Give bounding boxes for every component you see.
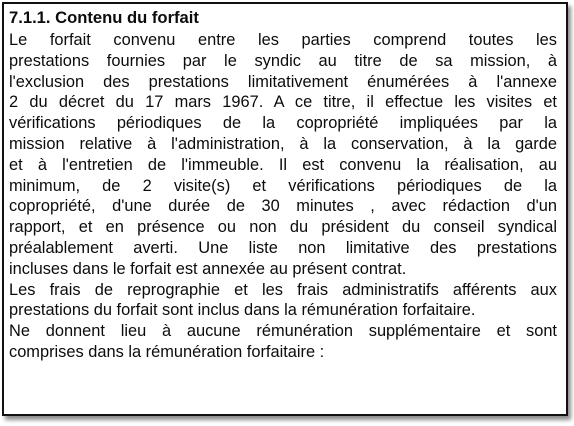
document-excerpt-frame — [2, 2, 568, 416]
text-line: comprises dans la rémunération forfaitaire : — [9, 342, 325, 361]
section-heading: 7.1.1. Contenu du forfait — [9, 8, 199, 27]
text-line: préalablement averti. Une liste non limitative des prestations — [9, 238, 557, 257]
text-line: Les frais de reprographie et les frais administratifs afférents aux — [9, 280, 557, 299]
text-line: minimum, de 2 visite(s) et vérifications périodiques de la — [9, 176, 557, 195]
text-line: Ne donnent lieu à aucune rémunération supplémentaire et sont — [9, 322, 557, 341]
text-line: prestations du forfait sont inclus dans la rémunération forfaitaire. — [9, 301, 476, 320]
text-line: mission relative à l'administration, à la conservation, à la garde — [9, 134, 557, 153]
text-line: rapport, et en présence ou non du président du conseil syndical — [9, 218, 557, 237]
text-line: Le forfait convenu entre les parties comprend toutes les — [9, 31, 557, 49]
paragraph-forfait-content — [9, 30, 557, 280]
text-line: l'exclusion des prestations limitativement énumérées à l'annexe — [9, 72, 557, 91]
text-line: copropriété, d'une durée de 30 minutes , avec rédaction d'un — [9, 197, 557, 216]
document-content — [9, 8, 557, 363]
text-line: vérifications périodiques de la copropriété impliquées par la — [9, 114, 557, 133]
text-line: incluses dans le forfait est annexée au présent contrat. — [9, 259, 407, 278]
text-line: prestations fournies par le syndic au titre de sa mission, à — [9, 51, 557, 70]
text-line: 2 du décret du 17 mars 1967. A ce titre, il effectue les visites et — [9, 93, 557, 112]
text-line: et à l'entretien de l'immeuble. Il est convenu la réalisation, au — [9, 155, 557, 174]
paragraph-non-remuneration — [9, 321, 557, 363]
paragraph-frais — [9, 280, 557, 322]
